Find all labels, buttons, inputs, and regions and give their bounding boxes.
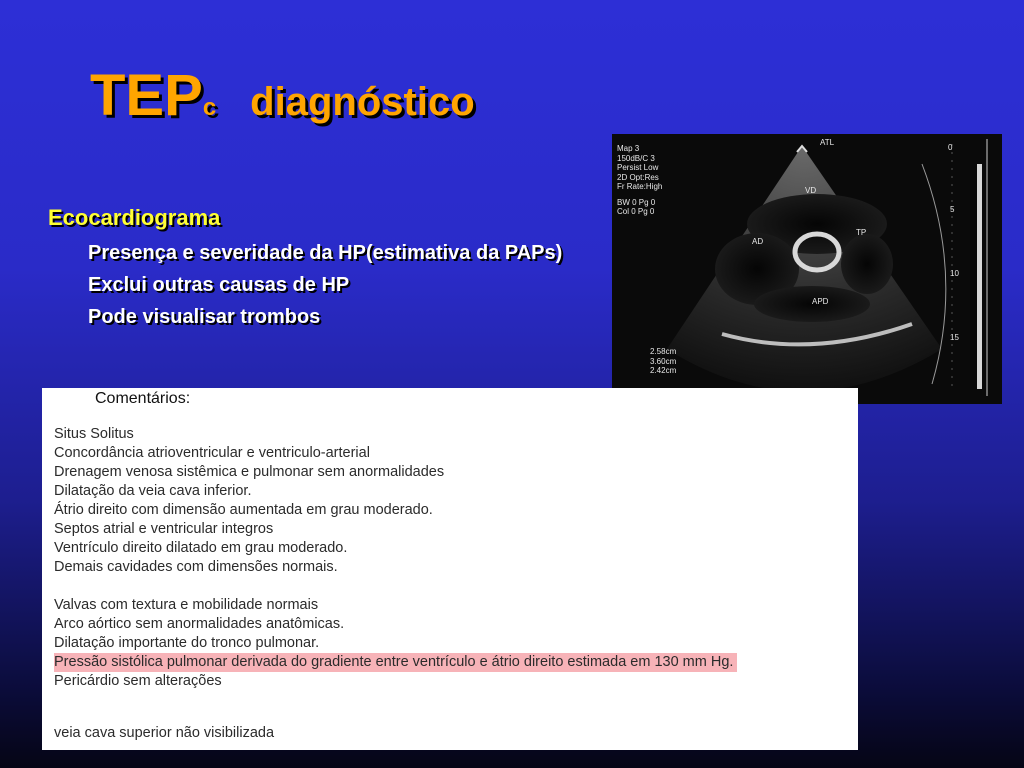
echo-label-vd: VD <box>805 186 817 195</box>
echo-label-ad: AD <box>752 237 764 246</box>
report-footer-line: veia cava superior não visibilizada <box>54 725 275 741</box>
bullet-heading: Ecocardiograma <box>48 205 221 230</box>
echo-depth-15: 15 <box>950 333 959 342</box>
echo-label-tp: TP <box>856 228 867 237</box>
bullet-item-3: Pode visualisar trombos <box>88 306 321 328</box>
echo-pa-cavity <box>841 234 893 294</box>
report-line-13: Pericárdio sem alterações <box>54 673 222 689</box>
title-subscript: c <box>202 94 217 121</box>
report-line-10: Arco aórtico sem anormalidades anatômicas. <box>54 616 345 632</box>
bullet-item-1: Presença e severidade da HP(estimativa da PAPs) <box>88 242 563 264</box>
echo-depth-10: 10 <box>950 269 959 278</box>
report-line-1: Situs Solitus <box>54 426 134 442</box>
echo-depth-5: 5 <box>950 205 955 214</box>
echo-settings: Map 3 150dB/C 3 Persist Low 2D Opt:Res Fr Rate:High BW 0 Pg 0 Col 0 Pg 0 <box>617 144 663 216</box>
echo-depth-0: 0 <box>948 143 953 152</box>
report-line-4: Dilatação da veia cava inferior. <box>54 483 252 499</box>
report-line-7: Ventrículo direito dilatado em grau moderado. <box>54 540 348 556</box>
report-highlight-line: Pressão sistólica pulmonar derivada do gradiente entre ventrículo e átrio direito estimada em 130 mm Hg. <box>54 653 737 672</box>
report-line-5: Átrio direito com dimensão aumentada em grau moderado. <box>54 502 433 518</box>
echo-label-apd: APD <box>812 297 829 306</box>
report-heading: Comentários: <box>95 390 191 407</box>
echo-gray-bar <box>977 164 982 389</box>
title-word: diagnóstico <box>250 80 475 124</box>
report-line-3: Drenagem venosa sistêmica e pulmonar sem anormalidades <box>54 464 445 480</box>
report-document <box>42 388 858 750</box>
report-line-6: Septos atrial e ventricular integros <box>54 521 274 537</box>
report-line-2: Concordância atrioventricular e ventriculo-arterial <box>54 445 370 461</box>
echocardiogram-image <box>612 134 1002 404</box>
report-line-9: Valvas com textura e mobilidade normais <box>54 597 319 613</box>
echo-measurements: 2.58cm 3.60cm 2.42cm <box>650 347 677 375</box>
bullet-list <box>48 205 562 335</box>
slide-title <box>90 62 475 129</box>
echo-label-top: ATL <box>820 138 835 147</box>
report-line-8: Demais cavidades com dimensões normais. <box>54 559 338 575</box>
title-main: TEP <box>90 63 203 128</box>
report-line-11: Dilatação importante do tronco pulmonar. <box>54 635 320 651</box>
bullet-item-2: Exclui outras causas de HP <box>88 274 350 296</box>
